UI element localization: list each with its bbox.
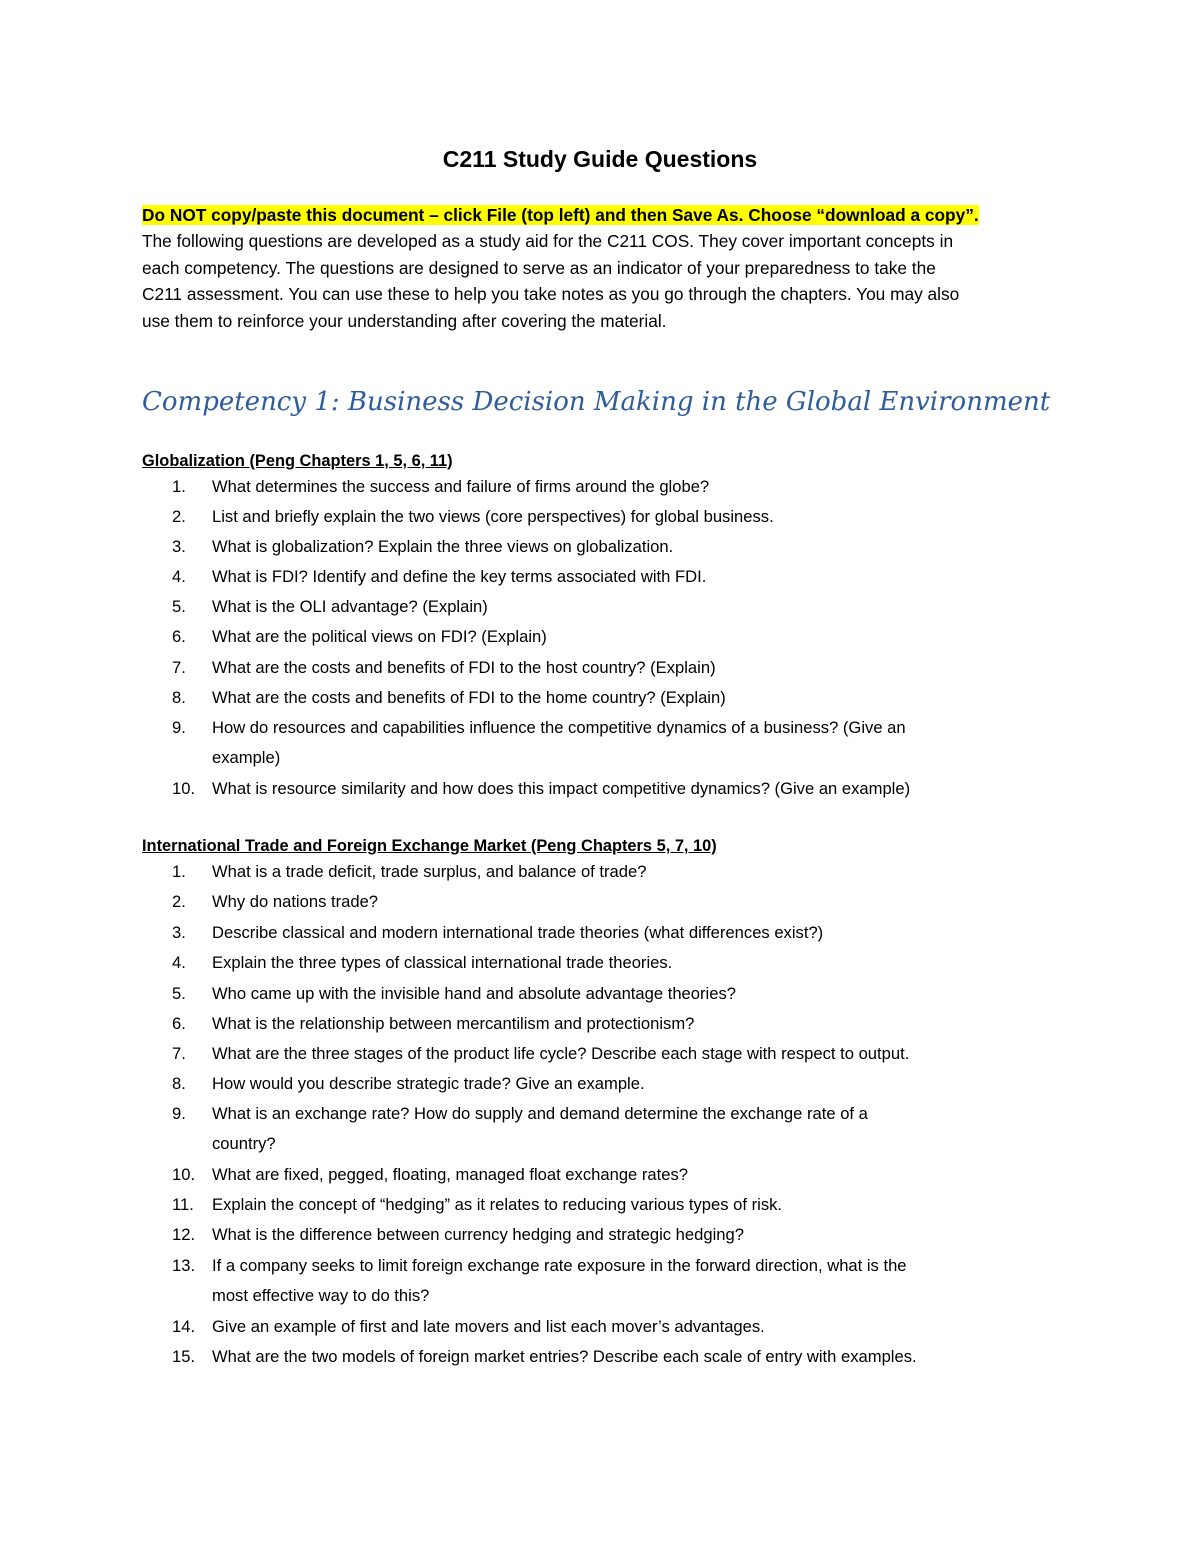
question-item: 5. Who came up with the invisible hand and absolute advantage theories? bbox=[172, 984, 736, 1003]
page-title: C211 Study Guide Questions bbox=[442, 146, 758, 172]
question-item: 6. What is the relationship between mercantilism and protectionism? bbox=[172, 1014, 695, 1033]
section-title-globalization: Globalization (Peng Chapters 1, 5, 6, 11) bbox=[142, 452, 453, 470]
question-item: 13. If a company seeks to limit foreign exchange rate exposure in the forward direction, what is the most effective way to do this? bbox=[172, 1256, 907, 1306]
question-item: 6. What are the political views on FDI? (Explain) bbox=[172, 627, 547, 646]
question-item: 9. How do resources and capabilities influence the competitive dynamics of a business? (Give an example) bbox=[172, 718, 906, 768]
question-item: 15. What are the two models of foreign market entries? Describe each scale of entry with examples. bbox=[172, 1347, 917, 1366]
question-item: 10. What is resource similarity and how does this impact competitive dynamics? (Give an example) bbox=[172, 779, 911, 798]
question-item: 11. Explain the concept of “hedging” as it relates to reducing various types of risk. bbox=[172, 1195, 783, 1214]
intro-line: use them to reinforce your understanding after covering the material. bbox=[142, 310, 667, 331]
question-item: 10. What are fixed, pegged, floating, managed float exchange rates? bbox=[172, 1165, 689, 1184]
intro-paragraph bbox=[142, 202, 1062, 334]
intro-line: C211 assessment. You can use these to help you take notes as you go through the chapters. You may also bbox=[142, 284, 960, 305]
question-item: 5. What is the OLI advantage? (Explain) bbox=[172, 597, 488, 616]
question-item: 2. Why do nations trade? bbox=[172, 892, 379, 911]
question-item: 2. List and briefly explain the two views (core perspectives) for global business. bbox=[172, 507, 774, 526]
section-title-international-trade: International Trade and Foreign Exchange Market (Peng Chapters 5, 7, 10) bbox=[142, 837, 717, 855]
question-item: 3. Describe classical and modern international trade theories (what differences exist?) bbox=[172, 923, 824, 942]
question-item: 7. What are the three stages of the product life cycle? Describe each stage with respect to output. bbox=[172, 1044, 910, 1063]
question-item: 3. What is globalization? Explain the three views on globalization. bbox=[172, 537, 674, 556]
question-item: 4. What is FDI? Identify and define the key terms associated with FDI. bbox=[172, 567, 707, 586]
question-item: 12. What is the difference between currency hedging and strategic hedging? bbox=[172, 1225, 744, 1244]
question-item: 8. What are the costs and benefits of FDI to the home country? (Explain) bbox=[172, 688, 726, 707]
question-item: 14. Give an example of first and late movers and list each mover’s advantages. bbox=[172, 1317, 765, 1336]
competency-heading: Competency 1: Business Decision Making in the Global Environment bbox=[142, 387, 1051, 417]
notice-line bbox=[142, 202, 1062, 228]
highlighted-notice: Do NOT copy/paste this document – click File (top left) and then Save As. Choose “download a copy”. bbox=[142, 205, 979, 225]
question-item: 1. What is a trade deficit, trade surplus, and balance of trade? bbox=[172, 862, 647, 881]
question-item: 8. How would you describe strategic trade? Give an example. bbox=[172, 1074, 645, 1093]
question-item: 1. What determines the success and failure of firms around the globe? bbox=[172, 477, 710, 496]
question-item: 9. What is an exchange rate? How do supply and demand determine the exchange rate of a country? bbox=[172, 1104, 868, 1154]
intro-line: The following questions are developed as a study aid for the C211 COS. They cover important concepts in bbox=[142, 231, 954, 252]
intro-line: each competency. The questions are designed to serve as an indicator of your preparedness to take the bbox=[142, 257, 936, 278]
question-item: 7. What are the costs and benefits of FDI to the host country? (Explain) bbox=[172, 658, 716, 677]
question-item: 4. Explain the three types of classical international trade theories. bbox=[172, 953, 673, 972]
